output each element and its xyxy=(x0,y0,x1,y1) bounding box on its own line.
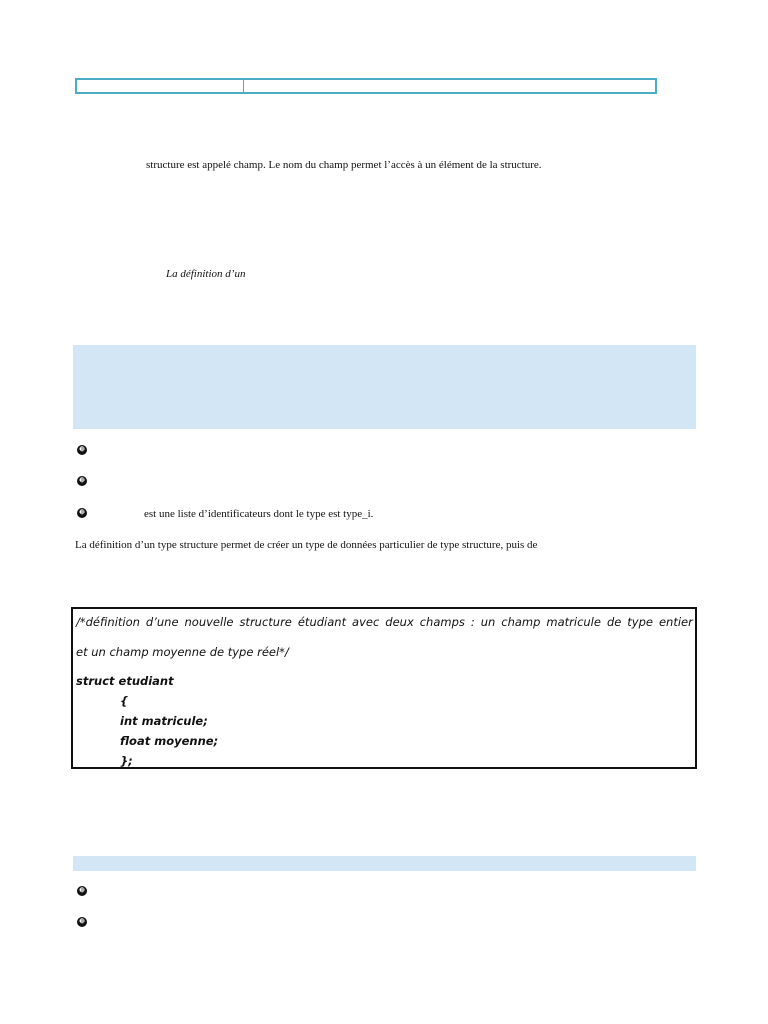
code-close-brace: }; xyxy=(120,754,133,768)
definition-fragment: La définition d’un xyxy=(166,268,246,280)
header-table-cell-2 xyxy=(244,80,655,92)
code-comment-word: /*définition xyxy=(76,615,140,629)
highlight-bar xyxy=(73,856,696,871)
paragraph-type-structure: La définition d’un type structure permet de créer un type de données particulier de type structure, puis de xyxy=(75,539,538,551)
bullet-text-identifiers: est une liste d’identificateurs dont le type est type_i. xyxy=(144,508,374,520)
code-comment-word: un xyxy=(480,615,496,629)
code-comment-word: : xyxy=(470,615,475,629)
code-struct-declaration: struct etudiant xyxy=(76,674,174,688)
code-comment-line-2: et un champ moyenne de type réel*/ xyxy=(76,645,289,659)
bullet-icon: ➓ xyxy=(77,917,87,927)
code-comment-word: nouvelle xyxy=(184,615,234,629)
code-comment-word: matricule xyxy=(546,615,601,629)
code-field-moyenne: float moyenne; xyxy=(120,734,219,748)
code-comment-word: de xyxy=(606,615,622,629)
bullet-icon: ➓ xyxy=(77,508,87,518)
paragraph-champ: structure est appelé champ. Le nom du champ permet l’accès à un élément de la structure. xyxy=(146,159,542,171)
code-comment-word: deux xyxy=(385,615,414,629)
header-table xyxy=(75,78,657,94)
highlight-box-definition xyxy=(73,345,696,429)
bullet-icon: ➓ xyxy=(77,445,87,455)
bullet-icon: ➓ xyxy=(77,476,87,486)
header-table-cell-1 xyxy=(77,80,244,92)
code-open-brace: { xyxy=(120,694,129,708)
code-comment-line-1 xyxy=(76,614,693,630)
code-comment-word: avec xyxy=(352,615,380,629)
code-comment-word: structure xyxy=(239,615,292,629)
bullet-icon: ➓ xyxy=(77,886,87,896)
code-comment-word: d’une xyxy=(145,615,179,629)
code-example-box xyxy=(71,607,697,769)
code-field-matricule: int matricule; xyxy=(120,714,208,728)
code-comment-word: champ xyxy=(501,615,541,629)
code-comment-word: champs xyxy=(419,615,465,629)
code-comment-word: type xyxy=(627,615,653,629)
code-comment-word: étudiant xyxy=(297,615,347,629)
code-comment-word: entier xyxy=(658,615,693,629)
